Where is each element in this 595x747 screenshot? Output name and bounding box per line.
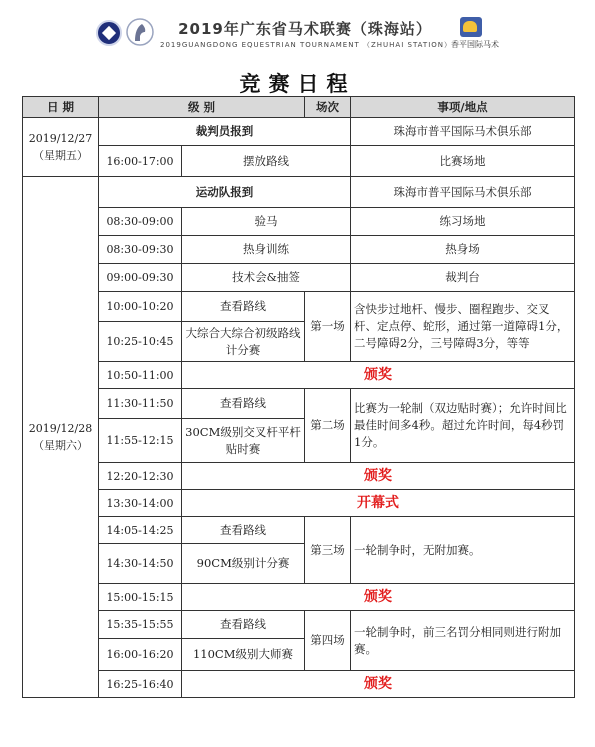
- event-cell: 90CM级别计分赛: [182, 544, 305, 584]
- time-cell: 14:05-14:25: [99, 517, 182, 544]
- time-cell: 14:30-14:50: [99, 544, 182, 584]
- round-cell: 第二场: [305, 389, 351, 463]
- time-cell: 15:35-15:55: [99, 611, 182, 639]
- day1-date: 2019/12/27: [28, 132, 93, 145]
- team-checkin: 运动队报到: [99, 177, 351, 208]
- time-cell: 11:30-11:50: [99, 389, 182, 419]
- time-cell: 11:55-12:15: [99, 419, 182, 463]
- col-round: 场次: [305, 97, 351, 118]
- time-cell: 15:00-15:15: [99, 584, 182, 611]
- federation-logo: [96, 20, 122, 46]
- table-row: [23, 463, 575, 490]
- time-cell: 10:25-10:45: [99, 322, 182, 362]
- award-ceremony: 颁奖: [182, 584, 575, 611]
- day2-date-cell: [23, 177, 99, 698]
- round-desc: 比赛为一轮制（双边贴时赛）；允许时间比最佳时间多4秒。超过允许时间，每4秒罚1分。: [351, 389, 575, 463]
- time-cell: 09:00-09:30: [99, 264, 182, 292]
- document-title: 竞赛日程: [239, 71, 356, 96]
- table-row: [23, 292, 575, 322]
- team-checkin-location: 珠海市普平国际马术俱乐部: [351, 177, 575, 208]
- col-level: 级 别: [99, 97, 305, 118]
- event-cell: 查看路线: [182, 389, 305, 419]
- time-cell: 10:00-10:20: [99, 292, 182, 322]
- table-row: [23, 146, 575, 177]
- day2-weekday: （星期六）: [33, 439, 88, 452]
- event-cell: 验马: [182, 208, 351, 236]
- header: [0, 0, 595, 60]
- event-cell: 技术会&抽签: [182, 264, 351, 292]
- table-row: [23, 584, 575, 611]
- opening-ceremony: 开幕式: [182, 490, 575, 517]
- table-row: [23, 208, 575, 236]
- horse-icon: [460, 17, 482, 37]
- location-cell: 练习场地: [351, 208, 575, 236]
- day1-weekday: （星期五）: [33, 149, 88, 162]
- location-cell: 热身场: [351, 236, 575, 264]
- tournament-title: 2019年广东省马术联赛（珠海站）: [178, 20, 432, 38]
- event-cell: 热身训练: [182, 236, 351, 264]
- award-ceremony: 颁奖: [182, 671, 575, 698]
- referee-checkin-location: 珠海市普平国际马术俱乐部: [351, 118, 575, 146]
- round-cell: 第三场: [305, 517, 351, 584]
- event-cell: 110CM级别大师赛: [182, 639, 305, 671]
- table-row: [23, 177, 575, 208]
- table-row: [23, 389, 575, 419]
- schedule-table: [22, 96, 575, 698]
- round-desc: 一轮制争时，前三名罚分相同则进行附加赛。: [351, 611, 575, 671]
- event-cell: 查看路线: [182, 611, 305, 639]
- table-row: [23, 490, 575, 517]
- event-cell: 大综合大综合初级路线计分赛: [182, 322, 305, 362]
- time-cell: 12:20-12:30: [99, 463, 182, 490]
- time-cell: 16:00-16:20: [99, 639, 182, 671]
- time-cell: 08:30-09:30: [99, 236, 182, 264]
- award-ceremony: 颁奖: [182, 463, 575, 490]
- partner-logo-text: 香平国际马术: [451, 40, 499, 49]
- table-row: [23, 236, 575, 264]
- round-desc: 含快步过地杆、慢步、圈程跑步、交叉杆、定点停、蛇形，通过第一道障碍1分，二号障碍2分，三号障碍3分，等等: [351, 292, 575, 362]
- round-cell: 第一场: [305, 292, 351, 362]
- time-cell: 10:50-11:00: [99, 362, 182, 389]
- table-row: [23, 264, 575, 292]
- event-cell: 30CM级别交叉杆平杆贴时赛: [182, 419, 305, 463]
- time-cell: 13:30-14:00: [99, 490, 182, 517]
- table-row: [23, 118, 575, 146]
- time-cell: 08:30-09:00: [99, 208, 182, 236]
- col-location: 事项/地点: [351, 97, 575, 118]
- day1-date-cell: [23, 118, 99, 177]
- award-ceremony: 颁奖: [182, 362, 575, 389]
- location-cell: 裁判台: [351, 264, 575, 292]
- referee-checkin: 裁判员报到: [99, 118, 351, 146]
- partner-logo: [451, 17, 499, 53]
- time-cell: 16:25-16:40: [99, 671, 182, 698]
- horse-head-logo: [126, 17, 154, 47]
- round-desc: 一轮制争时，无附加赛。: [351, 517, 575, 584]
- event-cell: 查看路线: [182, 517, 305, 544]
- table-row: [23, 362, 575, 389]
- col-date: 日 期: [23, 97, 99, 118]
- table-row: [23, 671, 575, 698]
- day2-date: 2019/12/28: [28, 422, 93, 435]
- round-cell: 第四场: [305, 611, 351, 671]
- location-cell: 比赛场地: [351, 146, 575, 177]
- event-cell: 摆放路线: [182, 146, 351, 177]
- table-header-row: [23, 97, 575, 118]
- event-cell: 查看路线: [182, 292, 305, 322]
- time-cell: 16:00-17:00: [99, 146, 182, 177]
- tournament-subtitle: 2019GUANGDONG EQUESTRIAN TOURNAMENT （ZHUHAI STATION）: [160, 41, 453, 49]
- table-row: [23, 611, 575, 639]
- table-row: [23, 517, 575, 544]
